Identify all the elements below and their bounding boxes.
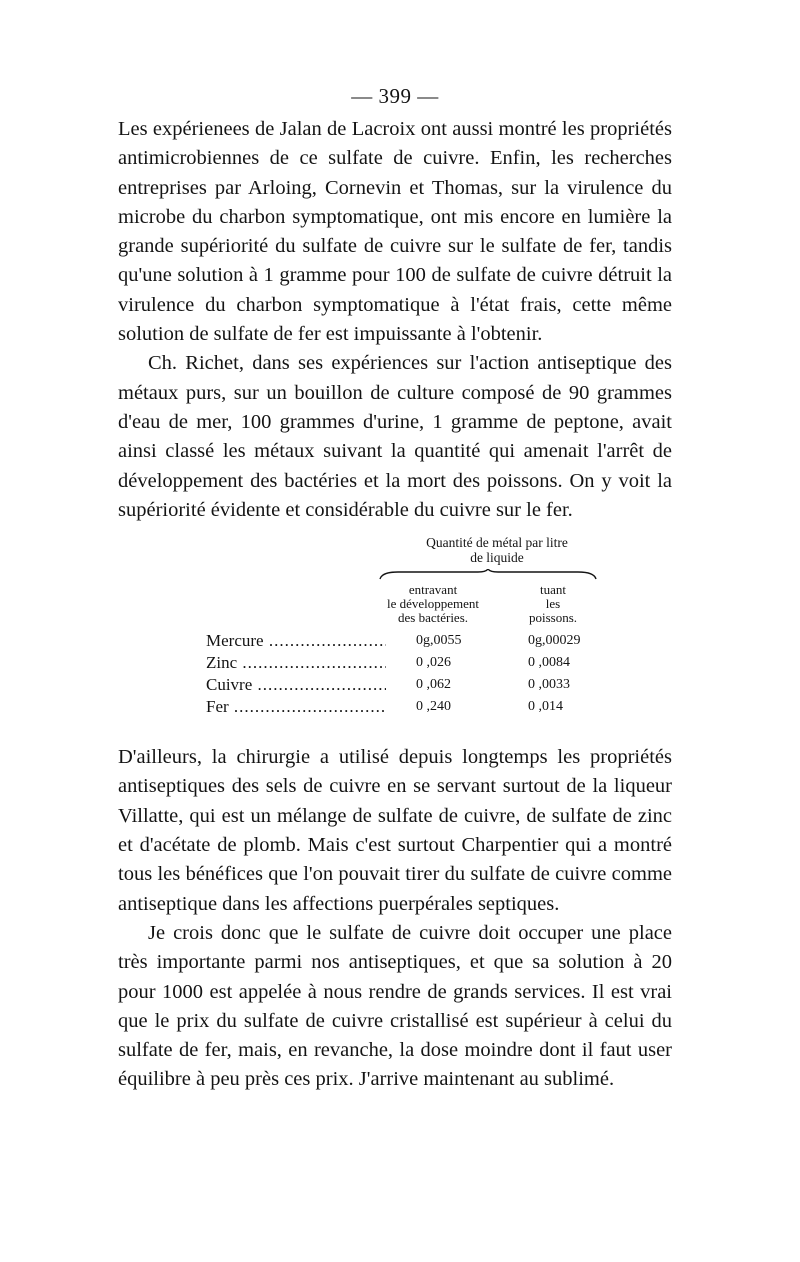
value-entravant: 0 ,240 <box>416 699 451 715</box>
book-page <box>118 84 672 1095</box>
metal-name: Zinc ..... <box>206 653 386 673</box>
spacer <box>118 721 672 743</box>
column-header-tuant <box>514 583 592 625</box>
brace-icon <box>378 569 598 581</box>
table-header-line2: de liquide <box>470 550 524 566</box>
table-row <box>206 653 606 673</box>
value-tuant: 0g,00029 <box>528 633 581 649</box>
col1-line1: entravant <box>408 582 458 598</box>
col2-line1: tuant <box>540 582 566 598</box>
value-entravant: 0g,0055 <box>416 633 462 649</box>
value-entravant: 0 ,062 <box>416 677 451 693</box>
metal-quantity-table <box>118 535 672 721</box>
value-entravant: 0 ,026 <box>416 655 451 671</box>
value-tuant: 0 ,0033 <box>528 677 570 693</box>
metal-name: Mercure ..... <box>206 631 386 651</box>
table-row <box>206 631 606 651</box>
table-header-line1: Quantité de métal par litre <box>426 535 568 551</box>
metal-name: Fer ..... <box>206 697 386 717</box>
paragraph-jalan-lacroix: Les expérienees de Jalan de Lacroix ont aussi montré les propriétés antimicrobiennes de ce sulfate de cuivre. Enfin, les recherches entreprises par Arloing, Cornevin et Thomas, sur la virulence du microbe du charbon symptomatique, ont mis encore en lumière la grande supériorité du sulfate de cuivre sur le sulfate de fer, tandis qu'une solution à 1 gramme pour 100 de sulfate de cuivre détruit la virulence du charbon symptomatique à l'état frais, cette même solution de sulfate de fer est impuissante à l'obtenir. <box>118 118 672 346</box>
paragraph-conclusion: Je crois donc que le sulfate de cuivre doit occuper une place très importante parmi nos antiseptiques, et que sa solution à 20 pour 1000 est appelée à nous rendre de grands services. Il est vrai que le prix du sulfate de cuivre cristallisé est supérieur à celui du sulfate de fer, mais, en revanche, la dose moindre dont il faut user équilibre à peu près ces prix. J'arrive maintenant au sublimé. <box>118 921 672 1091</box>
col2-line3: poissons. <box>528 610 578 626</box>
metal-name: Cuivre ..... <box>206 675 386 695</box>
value-tuant: 0 ,0084 <box>528 655 570 671</box>
value-tuant: 0 ,014 <box>528 699 563 715</box>
col2-line2: les <box>545 596 561 612</box>
table-header <box>382 535 612 565</box>
page-number: — 399 — <box>351 84 439 108</box>
table-row <box>206 675 606 695</box>
column-header-entravant <box>378 583 488 625</box>
col1-line2: le développement <box>386 596 480 612</box>
table-row <box>206 697 606 717</box>
col1-line3: des bactéries. <box>397 610 469 626</box>
paragraph-richet: Ch. Richet, dans ses expériences sur l'action antiseptique des métaux purs, sur un bouillon de culture composé de 90 grammes d'eau de mer, 100 grammes d'urine, 1 gramme de peptone, avait ainsi classé les métaux suivant la quantité qui amenait l'arrêt de développement des bactéries et la mort des poissons. On y voit la supériorité évidente et considérable du cuivre sur le fer. <box>118 352 672 521</box>
paragraph-chirurgie: D'ailleurs, la chirurgie a utilisé depuis longtemps les propriétés antiseptiques des sels de cuivre en se servant surtout de la liqueur Villatte, qui est un mélange de sulfate de cuivre, de sulfate de zinc et d'acétate de plomb. Mais c'est surtout Charpentier qui a montré tous les bénéfices que l'on pouvait tirer du sulfate de cuivre comme antiseptique dans les affections puerpérales septiques. <box>118 746 672 915</box>
